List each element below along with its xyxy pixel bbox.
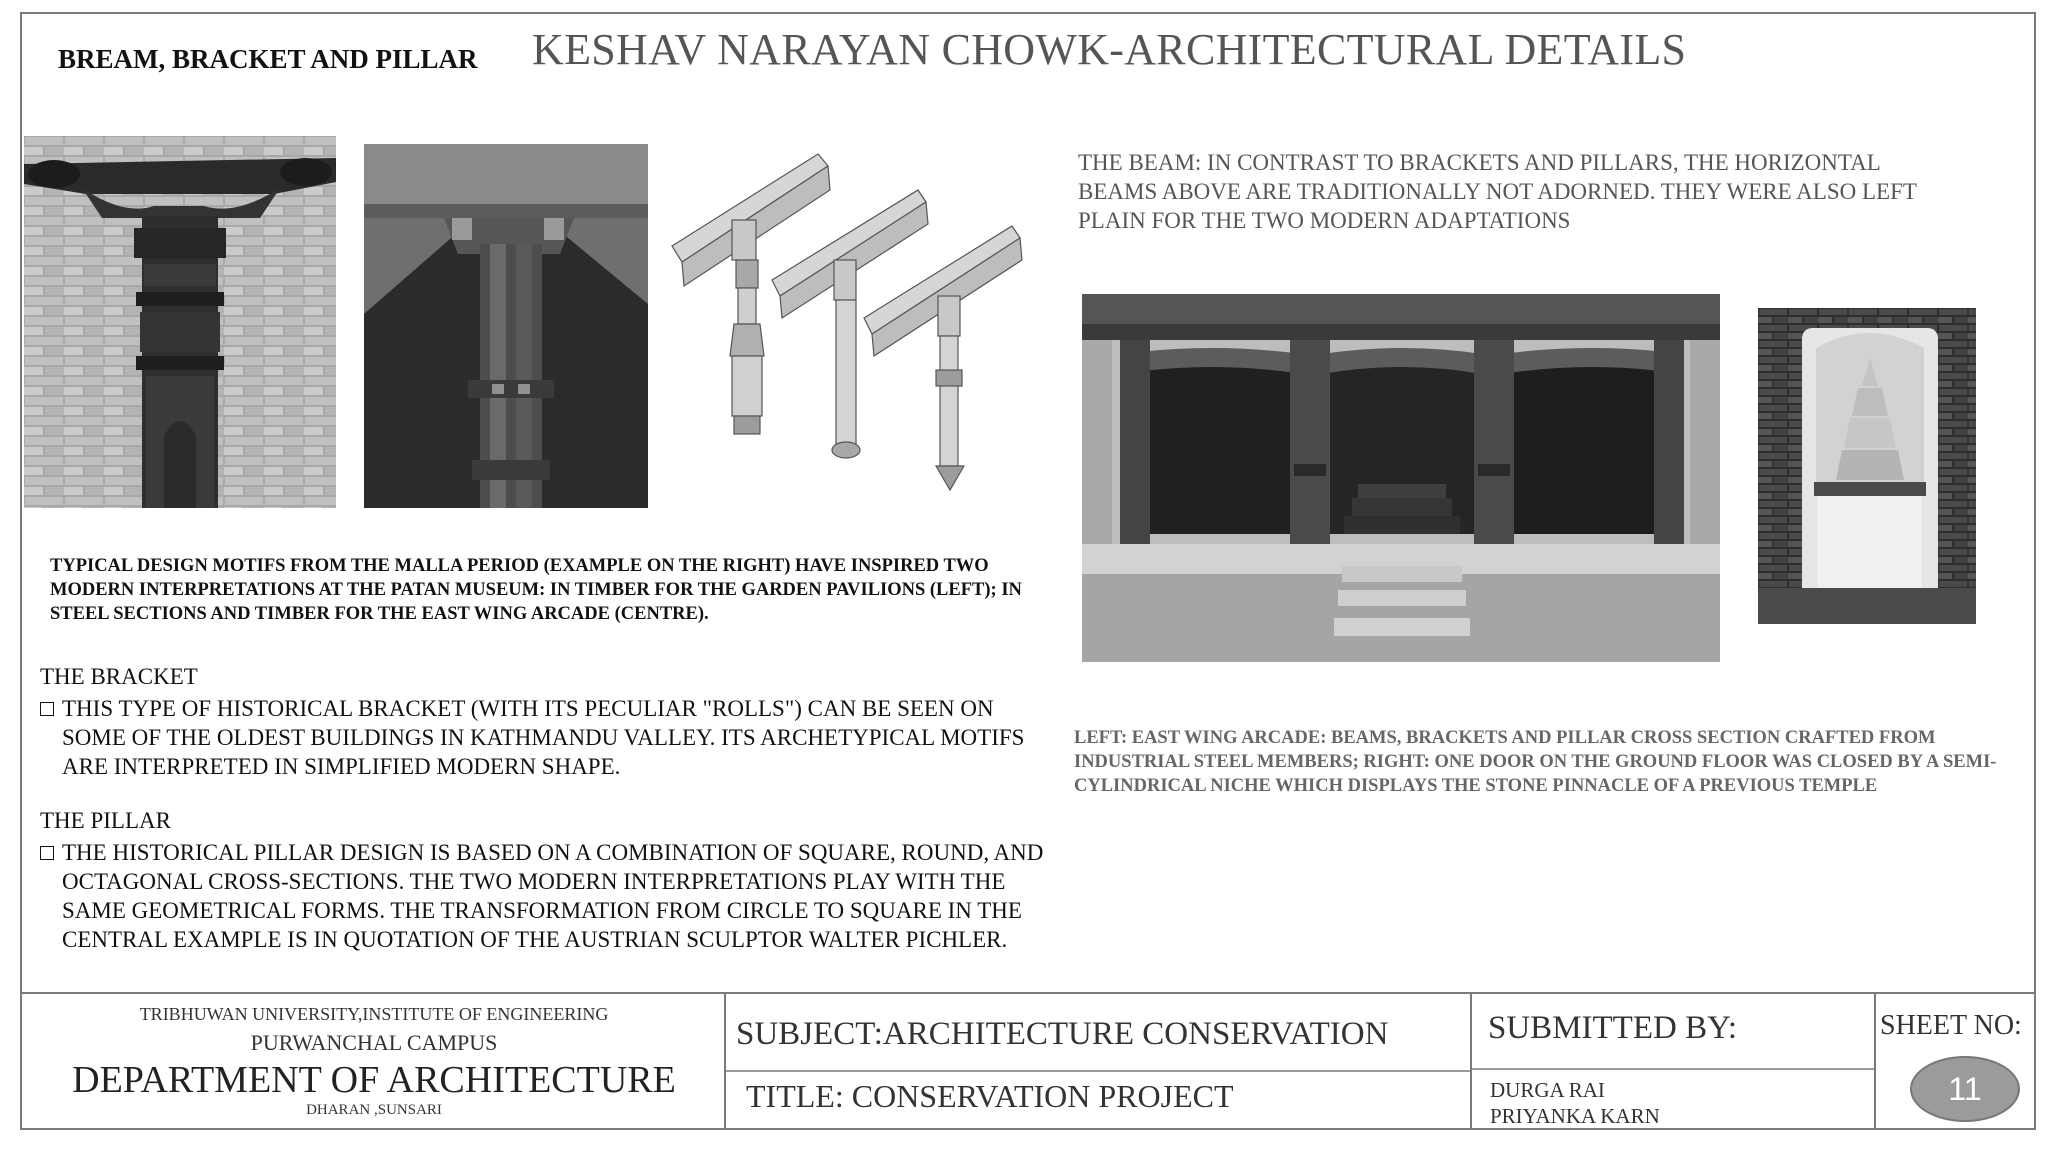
beam-description: THE BEAM: IN CONTRAST TO BRACKETS AND PILLARS, THE HORIZONTAL BEAMS ABOVE ARE TRADITIONALLY NOT ADORNED. THEY WERE ALSO LEFT PLAIN FOR THE TWO MODERN ADAPTATIONS <box>1078 150 1917 233</box>
pillar-bullet <box>40 838 1050 954</box>
title-block-divider <box>724 992 726 1130</box>
department-name: DEPARTMENT OF ARCHITECTURE <box>72 1059 676 1101</box>
sheet-number: 11 <box>1948 1070 1982 1107</box>
title-block-row-divider <box>726 1070 1470 1072</box>
east-wing-arcade-photo <box>1082 294 1720 662</box>
sheet-number-badge <box>1910 1056 2020 1122</box>
title-block-divider <box>1874 992 1876 1130</box>
subject-label: SUBJECT:ARCHITECTURE CONSERVATION <box>736 1016 1389 1052</box>
campus-name: PURWANCHAL CAMPUS <box>250 1030 498 1055</box>
pillar-description: THE HISTORICAL PILLAR DESIGN IS BASED ON A COMBINATION OF SQUARE, ROUND, AND OCTAGONAL CROSS-SECTIONS. THE TWO MODERN INTERPRETATIONS PLAY WITH THE SAME GEOMETRICAL FORMS. THE TRANSFORMATION FROM CIRCLE TO SQUARE IN THE CENTRAL EXAMPLE IS IN QUOTATION OF THE AUSTRIAN SCULPTOR WALTER PICHLER. <box>62 840 1044 952</box>
arcade-niche-caption: LEFT: EAST WING ARCADE: BEAMS, BRACKETS AND PILLAR CROSS SECTION CRAFTED FROM INDUSTRIAL STEEL MEMBERS; RIGHT: ONE DOOR ON THE GROUND FLOOR WAS CLOSED BY A SEMI-CYLINDRICAL NICHE WHICH DISPLAYS THE STONE PINNACLE OF A PREVIOUS TEMPLE <box>1074 728 1997 796</box>
submitted-by-label: SUBMITTED BY: <box>1488 1010 1738 1046</box>
bracket-heading: THE BRACKET <box>40 664 198 689</box>
stone-pinnacle-niche-photo <box>1758 308 1976 624</box>
university-name: TRIBHUWAN UNIVERSITY,INSTITUTE OF ENGINEERING <box>139 1004 609 1024</box>
pillar-heading: THE PILLAR <box>40 808 171 833</box>
title-block-row-divider <box>1472 1068 1874 1070</box>
checkbox-bullet-icon <box>40 846 54 860</box>
page-title: KESHAV NARAYAN CHOWK-ARCHITECTURAL DETAILS <box>532 25 1687 74</box>
submitter-name: DURGA RAI <box>1490 1078 1605 1102</box>
malla-motifs-caption: TYPICAL DESIGN MOTIFS FROM THE MALLA PERIOD (EXAMPLE ON THE RIGHT) HAVE INSPIRED TWO MODERN INTERPRETATIONS AT THE PATAN MUSEUM: IN TIMBER FOR THE GARDEN PAVILIONS (LEFT); IN STEEL SECTIONS AND TIMBER FOR THE EAST WING ARCADE (CENTRE). <box>50 556 1022 624</box>
section-title: BREAM, BRACKET AND PILLAR <box>58 44 478 74</box>
bracket-description: THIS TYPE OF HISTORICAL BRACKET (WITH ITS PECULIAR "ROLLS") CAN BE SEEN ON SOME OF THE OLDEST BUILDINGS IN KATHMANDU VALLEY. ITS ARCHETYPICAL MOTIFS ARE INTERPRETED IN SIMPLIFIED MODERN SHAPE. <box>62 696 1025 779</box>
modern-steel-pillar-photo <box>364 144 648 508</box>
submitter-name: PRIYANKA KARN <box>1490 1104 1660 1128</box>
title-block-divider <box>1470 992 1472 1130</box>
project-title: TITLE: CONSERVATION PROJECT <box>746 1078 1234 1114</box>
checkbox-bullet-icon <box>40 702 54 716</box>
sheet-number-label: SHEET NO: <box>1880 1010 2022 1041</box>
location-name: DHARAN ,SUNSARI <box>306 1102 442 1118</box>
bracket-bullet <box>40 694 1050 781</box>
pillar-isometric-drawing <box>668 150 1028 498</box>
historic-pillar-photo <box>24 136 336 508</box>
